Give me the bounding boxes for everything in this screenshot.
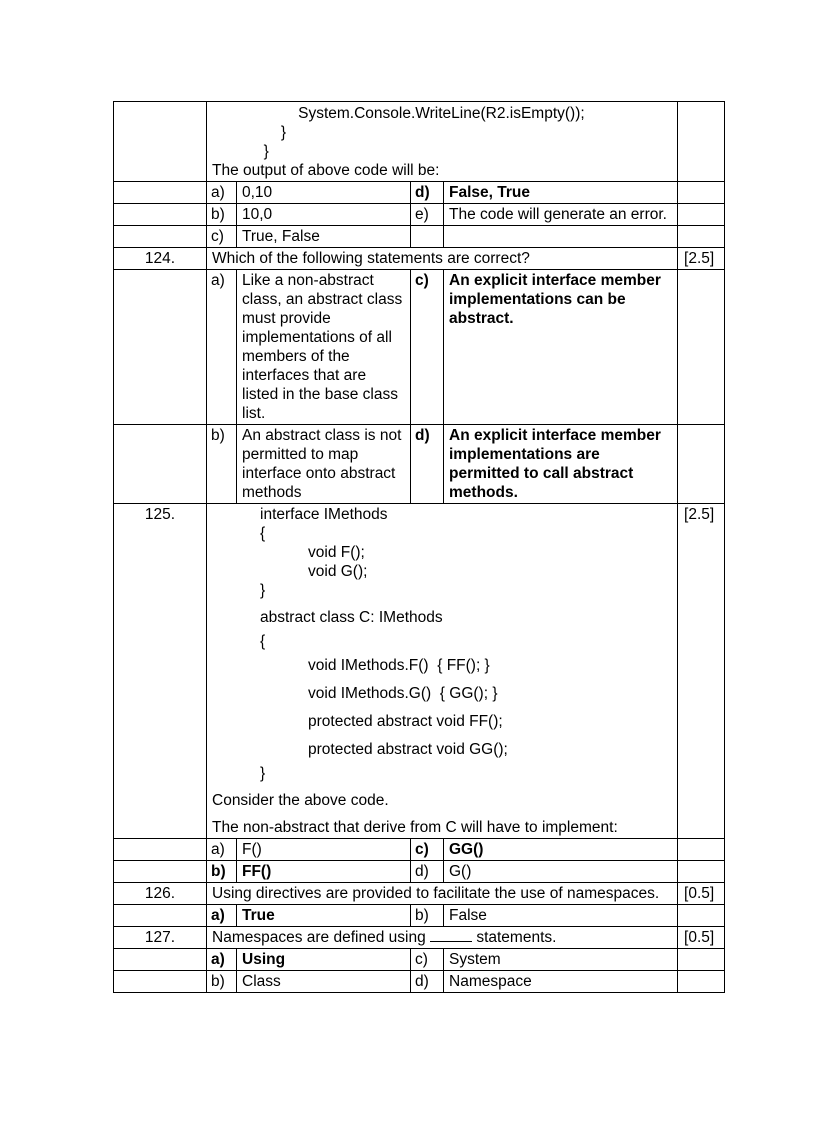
option-label: a) — [207, 905, 237, 927]
question-marks: [2.5] — [678, 248, 725, 270]
code-line: void IMethods.F() { FF(); } — [308, 657, 490, 674]
option-label: d) — [411, 861, 444, 883]
code-line: protected abstract void GG(); — [308, 741, 508, 758]
option-label: d) — [411, 971, 444, 993]
q124-question-row — [114, 248, 725, 270]
option-text: Like a non-abstract class, an abstract class must provide implementations of all members of the interfaces that are listed in the base class list. — [237, 270, 411, 425]
question-text: The non-abstract that derive from C will have to implement: — [212, 819, 618, 836]
option-text: An abstract class is not permitted to map interface onto abstract methods — [237, 425, 411, 504]
option-label: b) — [207, 861, 237, 883]
q123-options-row — [114, 226, 725, 248]
option-text: Namespace — [444, 971, 678, 993]
question-text — [207, 927, 678, 949]
question-number: 125. — [114, 504, 207, 839]
option-text-correct: True — [237, 905, 411, 927]
code-line: abstract class C: IMethods — [260, 609, 443, 626]
q123-options-row — [114, 182, 725, 204]
q127-question-row — [114, 927, 725, 949]
option-label: b) — [207, 971, 237, 993]
question-text-start: Namespaces are defined using — [212, 929, 426, 946]
fill-in-blank — [430, 929, 472, 942]
code-line: } — [260, 765, 266, 782]
question-text: The output of above code will be: — [212, 162, 440, 179]
code-line: protected abstract void FF(); — [308, 713, 503, 730]
option-label: d) — [411, 425, 444, 504]
question-text-end: statements. — [476, 929, 557, 946]
option-text: Class — [237, 971, 411, 993]
option-label: c) — [411, 270, 444, 425]
q125-options-row — [114, 839, 725, 861]
code-line: void G(); — [308, 563, 368, 580]
question-text: Which of the following statements are correct? — [207, 248, 678, 270]
code-line: } — [212, 124, 287, 141]
option-text: 0,10 — [237, 182, 411, 204]
option-text: System — [444, 949, 678, 971]
question-marks: [0.5] — [678, 883, 725, 905]
option-text-correct: GG() — [444, 839, 678, 861]
code-line: System.Console.WriteLine(R2.isEmpty()); — [212, 105, 585, 122]
option-label: c) — [411, 839, 444, 861]
option-label: e) — [411, 204, 444, 226]
question-number: 126. — [114, 883, 207, 905]
option-text: G() — [444, 861, 678, 883]
code-line: interface IMethods — [260, 506, 388, 523]
q127-options-row — [114, 949, 725, 971]
option-label: b) — [411, 905, 444, 927]
option-label: b) — [207, 204, 237, 226]
q125-options-row — [114, 861, 725, 883]
option-text: 10,0 — [237, 204, 411, 226]
question-text: Using directives are provided to facilitate the use of namespaces. — [207, 883, 678, 905]
question-text: Consider the above code. — [212, 792, 389, 809]
option-label: d) — [411, 182, 444, 204]
option-label: a) — [207, 839, 237, 861]
code-line: void F(); — [308, 544, 365, 561]
code-line: } — [260, 582, 266, 599]
option-text: The code will generate an error. — [444, 204, 678, 226]
option-label: c) — [207, 226, 237, 248]
q126-options-row — [114, 905, 725, 927]
q127-options-row — [114, 971, 725, 993]
question-number: 127. — [114, 927, 207, 949]
question-marks: [0.5] — [678, 927, 725, 949]
q123-code-row — [114, 102, 725, 182]
code-line: { — [260, 633, 266, 650]
option-label: a) — [207, 182, 237, 204]
q124-options-row — [114, 425, 725, 504]
option-text: True, False — [237, 226, 411, 248]
option-label: b) — [207, 425, 237, 504]
option-text-correct: An explicit interface member implementations are permitted to call abstract methods. — [444, 425, 678, 504]
option-text-correct: False, True — [444, 182, 678, 204]
q124-options-row — [114, 270, 725, 425]
q123-options-row — [114, 204, 725, 226]
question-marks: [2.5] — [678, 504, 725, 839]
question-table — [113, 101, 725, 993]
option-text-correct: FF() — [237, 861, 411, 883]
option-label: a) — [207, 270, 237, 425]
q125-question-row — [114, 504, 725, 839]
option-label: c) — [411, 949, 444, 971]
option-label: a) — [207, 949, 237, 971]
q126-question-row — [114, 883, 725, 905]
option-text-correct: An explicit interface member implementations can be abstract. — [444, 270, 678, 425]
code-line: void IMethods.G() { GG(); } — [308, 685, 498, 702]
code-line: { — [260, 525, 266, 542]
question-number: 124. — [114, 248, 207, 270]
option-text: False — [444, 905, 678, 927]
code-line: } — [212, 143, 269, 160]
option-text: F() — [237, 839, 411, 861]
option-text-correct: Using — [237, 949, 411, 971]
